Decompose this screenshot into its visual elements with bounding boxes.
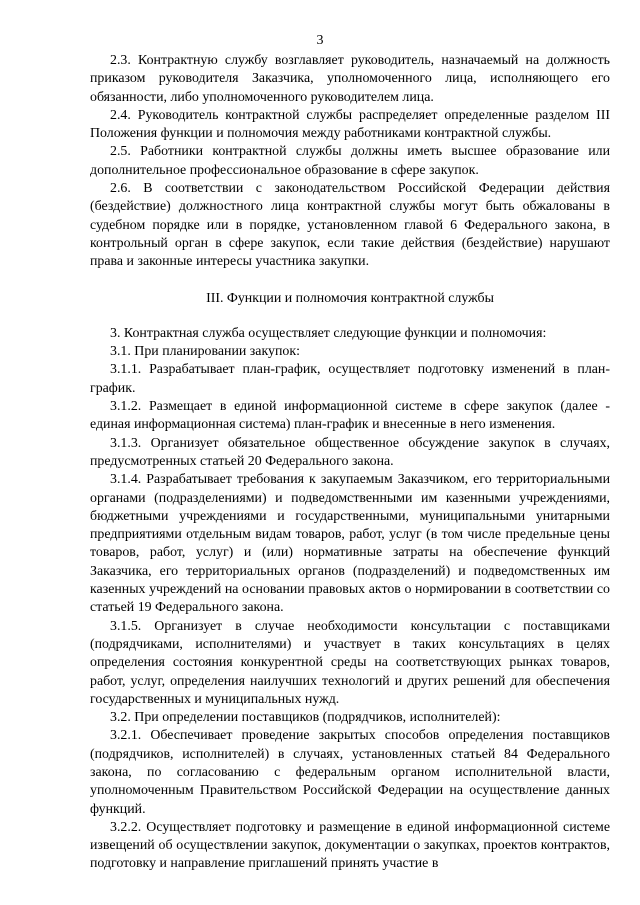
paragraph-3-1-4: 3.1.4. Разрабатывает требования к закупаемым Заказчиком, его территориальными органами (подразделениями) и подведомственными им казенными учреждениями, бюджетными учреждениями и государственными, муниципальными унитарными предприятиями отдельным видам товаров, работ, услуг (в том числе предельные цены товаров, работ, услуг) и (или) нормативные затраты на обеспечение функций Заказчика, его территориальных органов (подразделений) и подведомственных им казенных учреждений на основании правовых актов о нормировании в соответствии со статьей 19 Федерального закона.: [90, 472, 610, 616]
paragraph-2-3: 2.3. Контрактную службу возглавляет руководитель, назначаемый на должность приказом руководителя Заказчика, уполномоченного лица, исполняющего его обязанности, либо уполномоченного руководителем лица.: [90, 53, 610, 105]
paragraph-2-4: 2.4. Руководитель контрактной службы распределяет определенные разделом III Положения функции и полномочия между работниками контрактной службы.: [90, 107, 610, 142]
paragraph-2-6: 2.6. В соответствии с законодательством Российской Федерации действия (бездействие) должностного лица контрактной службы могут быть обжалованы в судебном порядке или в порядке, установленном главой 6 Федерального закона, в контрольный орган в сфере закупок, если такие действия (бездействие) нарушают права и законные интересы участника закупки.: [90, 181, 610, 270]
paragraph-2-5: 2.5. Работники контрактной службы должны иметь высшее образование или дополнительное профессиональное образование в сфере закупок.: [90, 144, 610, 178]
section-heading: III. Функции и полномочия контрактной службы: [206, 290, 494, 306]
paragraph-3: 3. Контрактная служба осуществляет следующие функции и полномочия:: [110, 325, 547, 341]
page-number: 3: [316, 33, 324, 48]
paragraph-3-1-1: 3.1.1. Разрабатывает план-график, осуществляет подготовку изменений в план-график.: [90, 362, 610, 396]
paragraph-3-1-3: 3.1.3. Организует обязательное общественное обсуждение закупок в случаях, предусмотренных статьей 20 Федерального закона.: [90, 435, 610, 469]
document-body: [90, 52, 610, 874]
paragraph-3-2-2: 3.2.2. Осуществляет подготовку и размещение в единой информационной системе извещений об осуществлении закупок, документации о закупках, проектов контрактов, подготовку и направление приглашений принять участие в: [90, 819, 610, 872]
paragraph-3-1-2: 3.1.2. Размещает в единой информационной системе в сфере закупок (далее - единая информационная система) план-график и внесенные в него изменения.: [90, 399, 610, 433]
paragraph-3-2-1: 3.2.1. Обеспечивает проведение закрытых способов определения поставщиков (подрядчиков, исполнителей) в случаях, установленных статьей 84 Федерального закона, по согласованию с федеральным органом исполнительной власти, уполномоченным Правительством Российской Федерации на осуществление данных функций.: [90, 728, 610, 817]
paragraph-3-2: 3.2. При определении поставщиков (подрядчиков, исполнителей):: [110, 710, 501, 726]
paragraph-3-1-5: 3.1.5. Организует в случае необходимости консультации с поставщиками (подрядчиками, исполнителями) и участвует в таких консультациях в целях определения состояния конкурентной среды на соответствующих рынках товаров, работ, услуг, определения наилучших технологий и других решений для обеспечения государственных и муниципальных нужд.: [90, 618, 610, 707]
paragraph-3-1: 3.1. При планировании закупок:: [110, 344, 300, 360]
